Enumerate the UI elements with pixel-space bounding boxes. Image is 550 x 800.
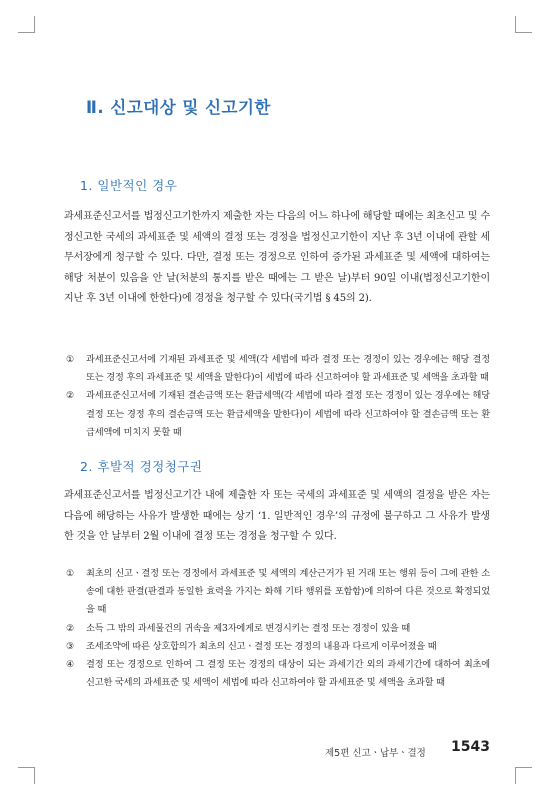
condition-list-subsequent (66, 565, 490, 692)
list-item-text: 과세표준신고서에 기재된 결손금액 또는 환급세액(각 세법에 따라 결정 또는 경정이 있는 경우에는 해당 결정 또는 경정 후의 결손금액 또는 환급세액을 말한다)이 세법에 따라 신고하여야 할 결손금액 또는 환급세액에 미치지 못할 때 (86, 390, 490, 438)
section-paragraph-subsequent: 과세표준신고서를 법정신고기간 내에 제출한 자 또는 국세의 과세표준 및 세액의 결정을 받은 자는 다음에 해당하는 사유가 발생한 때에는 상기 ‘1. 일반적인 경우’의 규정에 불구하고 그 사유가 발생한 것을 안 날부터 2월 이내에 결정 또는 경정을 청구할 수 있다. (64, 490, 490, 543)
crop-mark-bottom-left (18, 767, 35, 784)
list-item (66, 351, 490, 387)
list-marker: ② (66, 390, 75, 402)
list-marker: ① (66, 568, 75, 579)
footer-section-label: 제5편 신고ㆍ납부ㆍ결정 (325, 748, 426, 759)
list-item (66, 620, 490, 638)
list-item (66, 638, 490, 656)
list-marker: ③ (66, 640, 75, 652)
list-item-text: 소득 그 밖의 과세물건의 귀속을 제3자에게로 변경시키는 결정 또는 경정이 있을 때 (86, 622, 411, 634)
section-title-subsequent: 2. 후발적 경정청구권 (80, 459, 203, 474)
crop-mark-bottom-right (515, 767, 532, 784)
list-item-text: 결정 또는 경정으로 인하여 그 결정 또는 경정의 대상이 되는 과세기간 외의 과세기간에 대하여 최초에 신고한 국세의 과세표준 및 세액이 세법에 따라 신고하여야 할 과세표준 및 세액을 초과할 때 (86, 659, 490, 689)
list-item-text: 조세조약에 따른 상호합의가 최초의 신고ㆍ결정 또는 경정의 내용과 다르게 이루어졌을 때 (86, 640, 437, 652)
list-marker: ④ (66, 659, 75, 671)
crop-mark-top-left (18, 16, 35, 33)
condition-list-general (66, 351, 490, 442)
crop-mark-top-right (515, 16, 532, 33)
list-item (66, 656, 490, 692)
list-item (66, 565, 490, 620)
list-item-text: 과세표준신고서에 기재된 과세표준 및 세액(각 세법에 따라 결정 또는 경정이 있는 경우에는 해당 결정 또는 경정 후의 과세표준 및 세액을 말한다)이 세법에 따라 신고하여야 할 과세표준 및 세액을 초과할 때 (86, 354, 490, 384)
list-marker: ② (66, 622, 75, 634)
section-paragraph-general: 과세표준신고서를 법정신고기한까지 제출한 자는 다음의 어느 하나에 해당할 때에는 최초신고 및 수정신고한 국세의 과세표준 및 세액의 결정 또는 경정을 법정신고기한이 지난 후 3년 이내에 관할 세무서장에게 청구할 수 있다. 다만, 결정 또는 경정으로 인하여 증가된 과세표준 및 세액에 대하여는 해당 처분이 있음을 안 날(처분의 통지를 받은 때에는 그 받은 날)부터 90일 이내(법정신고기한이 지난 후 3년 이내에 한한다)에 경정을 청구할 수 있다(국기법 § 45의 2). (64, 211, 490, 305)
chapter-title: Ⅱ. 신고대상 및 신고기한 (86, 98, 271, 117)
page-number: 1543 (451, 739, 490, 755)
list-item-text: 최초의 신고ㆍ결정 또는 경정에서 과세표준 및 세액의 계산근거가 된 거래 또는 행위 등이 그에 관한 소송에 대한 판결(판결과 동일한 효력을 가지는 화해 기타 행위를 포함함)에 의하여 다른 것으로 확정되었을 때 (86, 568, 490, 616)
list-marker: ① (66, 354, 75, 365)
section-title-general: 1. 일반적인 경우 (80, 178, 178, 193)
list-item (66, 387, 490, 442)
